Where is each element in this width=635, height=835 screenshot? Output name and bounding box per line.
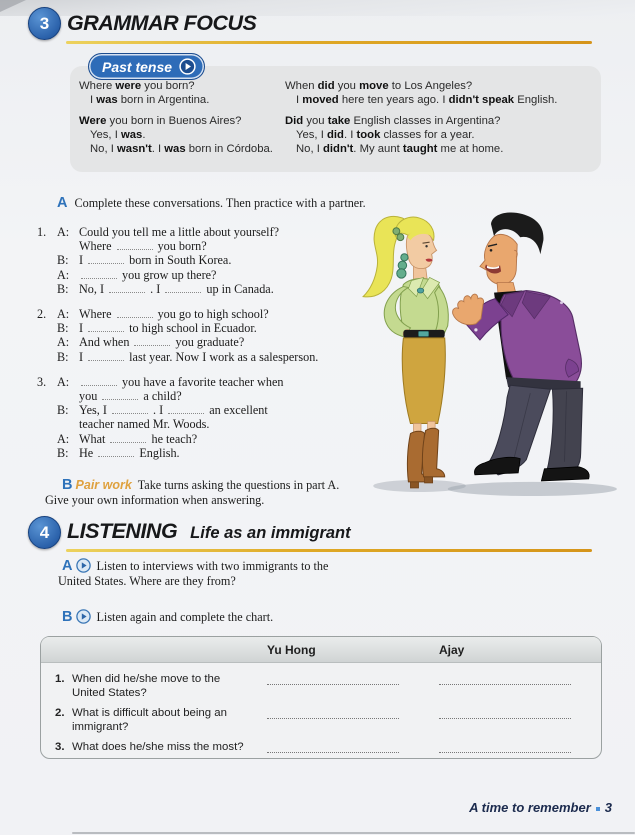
section-4-badge <box>28 516 61 549</box>
dialogue-line <box>57 225 385 239</box>
past-tense-pill[interactable] <box>88 53 205 80</box>
footer-bullet <box>596 807 600 811</box>
section-4-number: 4 <box>39 522 50 542</box>
grammar-answer: No, I wasn't. I was born in Córdoba. <box>90 143 273 155</box>
dialogue-line <box>57 321 385 335</box>
pair-work-tag: Pair work <box>75 478 132 493</box>
answer-blank-yu-hong[interactable] <box>267 741 439 755</box>
dialogue-line <box>57 350 385 364</box>
answer-blank[interactable] <box>109 283 145 293</box>
question-text: What does he/she miss the most? <box>72 741 244 753</box>
dotted-answer-line[interactable] <box>439 673 571 685</box>
answer-blank[interactable] <box>81 376 117 386</box>
answer-blank[interactable] <box>88 254 124 264</box>
dialogue-line <box>57 417 385 431</box>
speaker-label: A: <box>57 307 70 322</box>
man-figure <box>453 212 590 480</box>
speaker-label: B: <box>57 349 69 364</box>
dotted-answer-line[interactable] <box>439 707 571 719</box>
conversation-exercise <box>37 225 385 471</box>
grammar-answer: Yes, I was. <box>90 129 146 141</box>
answer-blank[interactable] <box>134 336 170 346</box>
dialogue-text: I to high school in Ecuador. <box>79 321 257 336</box>
dialogue-text: you a child? <box>79 389 182 404</box>
conversation-item-3 <box>37 375 385 460</box>
dialogue-text: you have a favorite teacher when <box>79 375 385 389</box>
illustration-two-people-talking <box>353 210 625 497</box>
dotted-answer-line[interactable] <box>267 673 399 685</box>
question-text: When did he/she move to the United States? <box>72 673 221 699</box>
section-3-title: GRAMMAR FOCUS <box>67 11 257 35</box>
dialogue-text: He English. <box>79 445 180 460</box>
gold-underline <box>66 549 592 552</box>
part-b-pair-work <box>45 478 357 508</box>
part-b-instruction: Take turns asking the questions in part A. Give your own information when answering. <box>45 478 340 507</box>
question-text: What is difficult about being an immigrant? <box>72 707 227 733</box>
answer-blank[interactable] <box>88 351 124 361</box>
chart-question <box>55 741 255 755</box>
question-number: 1. <box>55 673 65 685</box>
dialogue-text: I born in South Korea. <box>79 253 232 268</box>
dialogue-line <box>57 403 385 417</box>
dialogue-line <box>57 432 385 446</box>
dialogue-text: Yes, I . I an excellent <box>79 403 268 418</box>
dialogue-text: I last year. Now I work as a salesperson. <box>79 349 319 364</box>
speaker-label <box>57 239 79 253</box>
footer-title: A time to remember <box>469 800 591 815</box>
dialogue-text: you grow up there? <box>79 268 385 282</box>
play-icon[interactable] <box>179 58 196 75</box>
dotted-answer-line[interactable] <box>267 707 399 719</box>
answer-blank-ajay[interactable] <box>439 707 589 734</box>
answer-blank-ajay[interactable] <box>439 741 589 755</box>
chart-row-1 <box>55 673 589 700</box>
section-4-title: LISTENING <box>67 519 178 543</box>
answer-blank[interactable] <box>165 283 201 293</box>
ground-shadow <box>448 482 617 496</box>
woman-figure <box>363 216 448 487</box>
answer-blank[interactable] <box>112 404 148 414</box>
grammar-question: Where were you born? <box>79 80 195 92</box>
grammar-column-left <box>79 79 284 156</box>
speaker-label: A: <box>57 431 70 446</box>
grammar-box <box>70 66 601 172</box>
speaker-label: A: <box>57 374 70 389</box>
audio-play-icon[interactable] <box>76 558 91 573</box>
speaker-label: B: <box>57 445 69 460</box>
section-4-title-row <box>67 519 351 544</box>
dialogue-text: And when you graduate? <box>79 335 245 350</box>
part-b-label: B <box>62 477 73 494</box>
dialogue-text: Could you tell me a little about yourself? <box>79 225 280 239</box>
speaker-label: B: <box>57 253 69 268</box>
conversation-number: 1. <box>37 225 47 239</box>
dialogue-line <box>57 335 385 349</box>
dialogue-text: What he teach? <box>79 431 198 446</box>
dialogue-line <box>57 389 385 403</box>
answer-blank[interactable] <box>117 240 153 250</box>
chart-column-ajay: Ajay <box>439 642 465 657</box>
dialogue-line <box>57 239 385 253</box>
chart-question <box>55 707 255 734</box>
answer-blank-yu-hong[interactable] <box>267 673 439 700</box>
dotted-answer-line[interactable] <box>439 741 571 753</box>
scan-artifact-bottom <box>72 832 635 834</box>
chart-row-3 <box>55 741 589 755</box>
dialogue-text: Where you go to high school? <box>79 307 269 322</box>
listening-b-instruction: Listen again and complete the chart. <box>96 610 274 624</box>
chart-row-2 <box>55 707 589 734</box>
answer-blank[interactable] <box>98 447 134 457</box>
part-a-heading <box>57 195 366 211</box>
footer-page-number: 3 <box>604 800 612 815</box>
question-number: 3. <box>55 741 65 753</box>
conversation-number: 2. <box>37 307 47 322</box>
conversation-item-2 <box>37 307 385 364</box>
audio-play-icon[interactable] <box>76 609 91 624</box>
grammar-answer: Yes, I did. I took classes for a year. <box>296 129 475 141</box>
speaker-label <box>57 417 79 431</box>
speaker-label: A: <box>57 225 70 239</box>
grammar-answer: I was born in Argentina. <box>90 94 210 106</box>
dotted-answer-line[interactable] <box>267 741 399 753</box>
listening-chart <box>40 636 602 759</box>
grammar-answer: I moved here ten years ago. I didn't speak English. <box>296 94 558 106</box>
chart-question <box>55 673 255 700</box>
chart-body <box>41 663 601 755</box>
speaker-label: B: <box>57 403 69 418</box>
listening-b-label: B <box>62 609 73 625</box>
answer-blank-yu-hong[interactable] <box>267 707 439 734</box>
grammar-question: When did you move to Los Angeles? <box>285 80 473 92</box>
section-3-badge <box>28 7 61 40</box>
listening-a-label: A <box>62 558 73 574</box>
speaker-label: A: <box>57 335 70 350</box>
section-3-title-row <box>67 11 256 36</box>
section-4-subtitle: Life as an immigrant <box>190 524 351 542</box>
dialogue-text: Where you born? <box>79 239 207 254</box>
dialogue-line <box>57 268 385 282</box>
question-number: 2. <box>55 707 65 719</box>
answer-blank[interactable] <box>110 433 146 443</box>
chart-header-row <box>41 637 601 663</box>
grammar-question: Did you take English classes in Argentina? <box>285 115 501 127</box>
dialogue-line <box>57 446 385 460</box>
speaker-label: A: <box>57 267 70 282</box>
answer-blank[interactable] <box>102 390 138 400</box>
answer-blank[interactable] <box>88 322 124 332</box>
part-a-label: A <box>57 195 68 211</box>
dialogue-text: teacher named Mr. Woods. <box>79 417 210 432</box>
conversation-number: 3. <box>37 374 47 389</box>
grammar-question: Were you born in Buenos Aires? <box>79 115 242 127</box>
dialogue-line <box>57 307 385 321</box>
gold-underline <box>66 41 592 44</box>
dialogue-line <box>57 253 385 267</box>
answer-blank[interactable] <box>81 269 117 279</box>
speaker-label: B: <box>57 321 69 336</box>
listening-a-instruction: Listen to interviews with two immigrants to the United States. Where are they from? <box>58 559 329 589</box>
chart-column-yu-hong: Yu Hong <box>267 642 316 657</box>
listening-part-a <box>58 558 363 589</box>
grammar-column-right <box>285 79 597 156</box>
answer-blank[interactable] <box>117 308 153 318</box>
dialogue-line <box>57 375 385 389</box>
answer-blank[interactable] <box>168 404 204 414</box>
past-tense-label: Past tense <box>102 58 173 75</box>
part-a-instruction: Complete these conversations. Then practice with a partner. <box>74 196 366 210</box>
grammar-answer: No, I didn't. My aunt taught me at home. <box>296 143 504 155</box>
answer-blank-ajay[interactable] <box>439 673 589 700</box>
dialogue-line <box>57 282 385 296</box>
speaker-label: B: <box>57 281 69 296</box>
listening-part-b <box>58 609 478 625</box>
conversation-item-1 <box>37 225 385 296</box>
dialogue-text: No, I . I up in Canada. <box>79 281 274 296</box>
section-3-number: 3 <box>39 13 50 33</box>
speaker-label <box>57 389 79 403</box>
page-footer <box>469 800 612 815</box>
